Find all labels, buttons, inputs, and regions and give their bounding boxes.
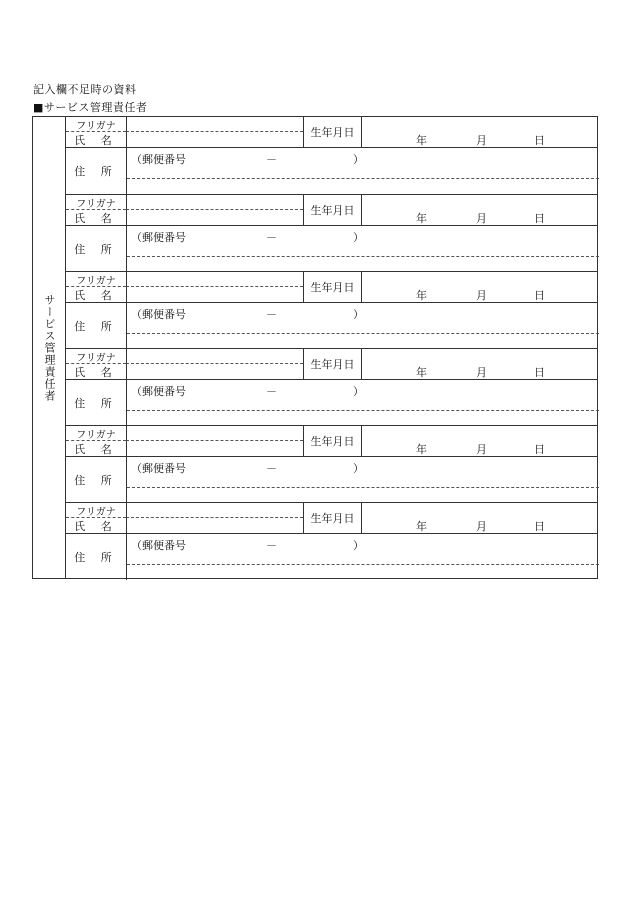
staff-entry	[66, 271, 598, 348]
day-label: 日	[534, 366, 545, 379]
year-label: 年	[416, 366, 427, 379]
birthdate-label: 生年月日	[303, 117, 361, 148]
furigana-field[interactable]	[126, 349, 303, 364]
furigana-field[interactable]	[126, 272, 303, 287]
address-field[interactable]	[126, 457, 598, 503]
document-title: 記入欄不足時の資料	[33, 83, 137, 96]
birthdate-field[interactable]	[361, 117, 598, 148]
furigana-field[interactable]	[126, 503, 303, 518]
birthdate-label: 生年月日	[303, 503, 361, 534]
postal-label: （郵便番号	[131, 385, 186, 398]
postal-close: ）	[353, 308, 364, 321]
address-field[interactable]	[126, 148, 598, 194]
address-label: 住 所	[74, 474, 118, 487]
postal-dash: －	[266, 231, 277, 244]
postal-dash: －	[266, 153, 277, 166]
day-label: 日	[534, 289, 545, 302]
birthdate-label: 生年月日	[303, 195, 361, 226]
address-field[interactable]	[126, 534, 598, 580]
address-divider	[127, 564, 599, 565]
staff-entry	[66, 425, 598, 502]
postal-label: （郵便番号	[131, 462, 186, 475]
birthdate-label: 生年月日	[303, 349, 361, 380]
year-label: 年	[416, 134, 427, 147]
section-title: ■サービス管理責任者	[33, 101, 148, 114]
day-label: 日	[534, 134, 545, 147]
birthdate-label: 生年月日	[303, 272, 361, 303]
month-label: 月	[476, 134, 487, 147]
furigana-label: フリガナ	[66, 272, 126, 287]
name-label: 氏 名	[66, 210, 126, 226]
birthdate-field[interactable]	[361, 272, 598, 303]
postal-dash: －	[266, 308, 277, 321]
name-field[interactable]	[126, 518, 303, 534]
month-label: 月	[476, 520, 487, 533]
address-label: 住 所	[74, 397, 118, 410]
postal-label: （郵便番号	[131, 231, 186, 244]
year-label: 年	[416, 212, 427, 225]
month-label: 月	[476, 212, 487, 225]
side-label: サービス管理責任者	[43, 293, 56, 402]
month-label: 月	[476, 289, 487, 302]
postal-close: ）	[353, 385, 364, 398]
day-label: 日	[534, 212, 545, 225]
postal-code-field[interactable]	[131, 151, 364, 167]
address-divider	[127, 410, 599, 411]
postal-dash: －	[266, 539, 277, 552]
postal-code-field[interactable]	[131, 383, 364, 399]
birthdate-field[interactable]	[361, 195, 598, 226]
postal-close: ）	[353, 153, 364, 166]
postal-close: ）	[353, 462, 364, 475]
name-label: 氏 名	[66, 441, 126, 457]
day-label: 日	[534, 443, 545, 456]
furigana-field[interactable]	[126, 195, 303, 210]
postal-close: ）	[353, 231, 364, 244]
month-label: 月	[476, 366, 487, 379]
postal-close: ）	[353, 539, 364, 552]
name-label: 氏 名	[66, 287, 126, 303]
address-label: 住 所	[74, 551, 118, 564]
address-divider	[127, 178, 599, 179]
address-label: 住 所	[74, 320, 118, 333]
postal-label: （郵便番号	[131, 539, 186, 552]
year-label: 年	[416, 443, 427, 456]
name-field[interactable]	[126, 441, 303, 457]
postal-dash: －	[266, 462, 277, 475]
furigana-label: フリガナ	[66, 503, 126, 518]
name-label: 氏 名	[66, 132, 126, 148]
staff-entry	[66, 194, 598, 271]
postal-dash: －	[266, 385, 277, 398]
birthdate-field[interactable]	[361, 503, 598, 534]
postal-code-field[interactable]	[131, 229, 364, 245]
staff-entry	[66, 348, 598, 425]
year-label: 年	[416, 289, 427, 302]
furigana-label: フリガナ	[66, 195, 126, 210]
furigana-label: フリガナ	[66, 349, 126, 364]
postal-code-field[interactable]	[131, 537, 364, 553]
furigana-label: フリガナ	[66, 117, 126, 132]
month-label: 月	[476, 443, 487, 456]
side-label-cell	[33, 117, 66, 578]
address-label: 住 所	[74, 165, 118, 178]
furigana-label: フリガナ	[66, 426, 126, 441]
address-divider	[127, 333, 599, 334]
name-field[interactable]	[126, 364, 303, 380]
postal-label: （郵便番号	[131, 153, 186, 166]
staff-entry	[66, 502, 598, 579]
postal-code-field[interactable]	[131, 306, 364, 322]
address-label: 住 所	[74, 243, 118, 256]
name-field[interactable]	[126, 287, 303, 303]
staff-entry	[66, 117, 598, 194]
furigana-field[interactable]	[126, 117, 303, 132]
postal-code-field[interactable]	[131, 460, 364, 476]
day-label: 日	[534, 520, 545, 533]
birthdate-field[interactable]	[361, 349, 598, 380]
furigana-field[interactable]	[126, 426, 303, 441]
address-field[interactable]	[126, 303, 598, 349]
year-label: 年	[416, 520, 427, 533]
name-label: 氏 名	[66, 518, 126, 534]
address-field[interactable]	[126, 226, 598, 272]
birthdate-label: 生年月日	[303, 426, 361, 457]
name-label: 氏 名	[66, 364, 126, 380]
address-divider	[127, 487, 599, 488]
address-divider	[127, 256, 599, 257]
address-field[interactable]	[126, 380, 598, 426]
name-field[interactable]	[126, 210, 303, 226]
staff-form-table	[32, 116, 598, 579]
birthdate-field[interactable]	[361, 426, 598, 457]
name-field[interactable]	[126, 132, 303, 148]
postal-label: （郵便番号	[131, 308, 186, 321]
